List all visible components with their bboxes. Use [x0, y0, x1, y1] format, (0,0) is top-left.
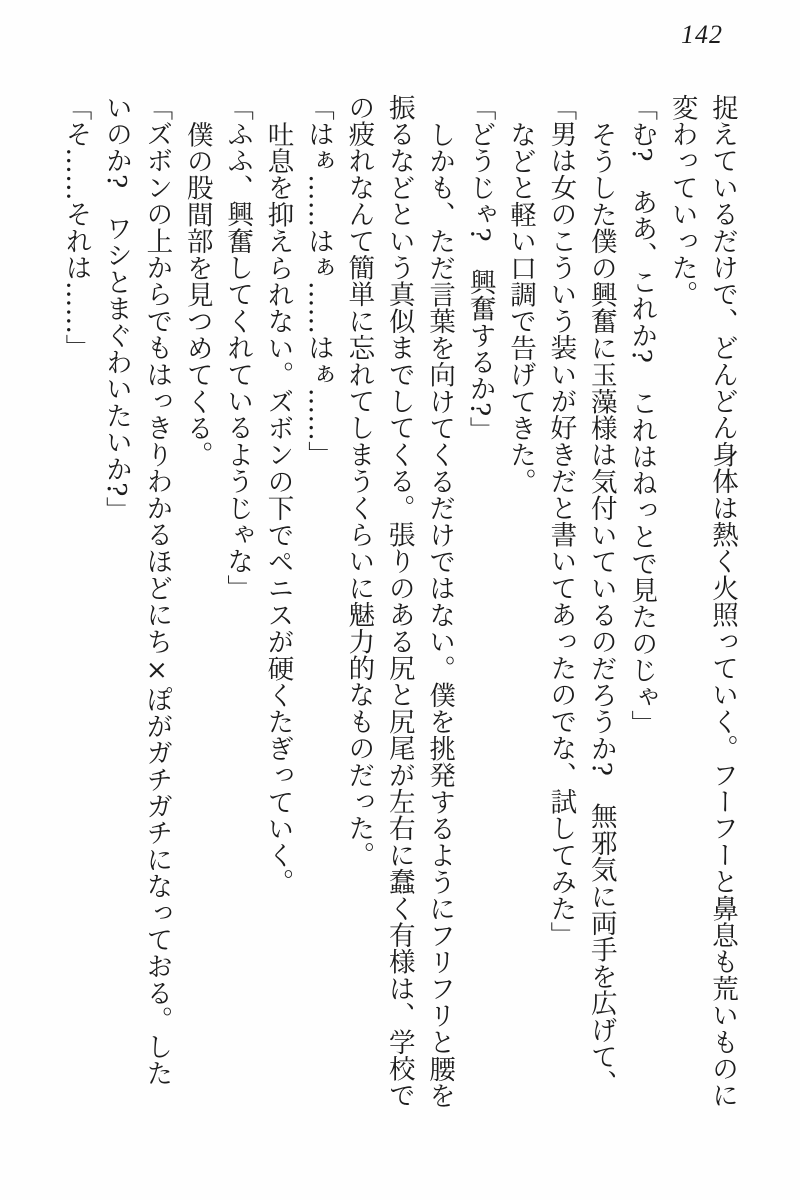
novel-paragraph: 「ズボンの上からでもはっきりわかるほどにち×ぽがガチガチになっておる。したいのか? ワシとまぐわいたいか?」	[100, 94, 173, 1087]
novel-paragraph: 「ふふ、興奮してくれているようじゃな」	[222, 94, 254, 602]
novel-paragraph: 「はぁ……はぁ……はぁ……」	[302, 94, 334, 468]
novel-paragraph: そうした僕の興奮に玉藻様は気付いているのだろうか? 無邪気に両手を広げて、	[585, 120, 617, 1097]
novel-paragraph: 「そ……それは……」	[60, 94, 92, 361]
novel-paragraph: 捉えているだけで、どんどん身体は熱く火照っていく。フーフーと鼻息も荒いものに変わっていった。	[666, 94, 738, 1109]
novel-paragraph: 「む? ああ、これか? これはねっとで見たのじゃ」	[626, 94, 658, 737]
novel-text-block	[50, 94, 742, 1110]
page-number: 142	[681, 20, 723, 49]
novel-paragraph: 「どうじゃ? 興奮するか?」	[464, 94, 496, 444]
novel-paragraph: しかも、ただ言葉を向けてくるだけではない。僕を挑発するようにフリフリと腰を振るなどという真似までしてくる。張りのある尻と尻尾が左右に蠢く有様は、学校での疲れなんて簡単に忘れてしまうくらいに魅力的なものだった。	[343, 94, 456, 1109]
novel-paragraph: 「男は女のこういう装いが好きだと書いてあったのでな、試してみた」	[545, 94, 577, 949]
novel-paragraph: 吐息を抑えられない。ズボンの下でペニスが硬くたぎっていく。	[262, 120, 294, 895]
novel-paragraph: などと軽い口調で告げてきた。	[504, 120, 536, 495]
novel-paragraph: 僕の股間部を見つめてくる。	[181, 120, 213, 468]
